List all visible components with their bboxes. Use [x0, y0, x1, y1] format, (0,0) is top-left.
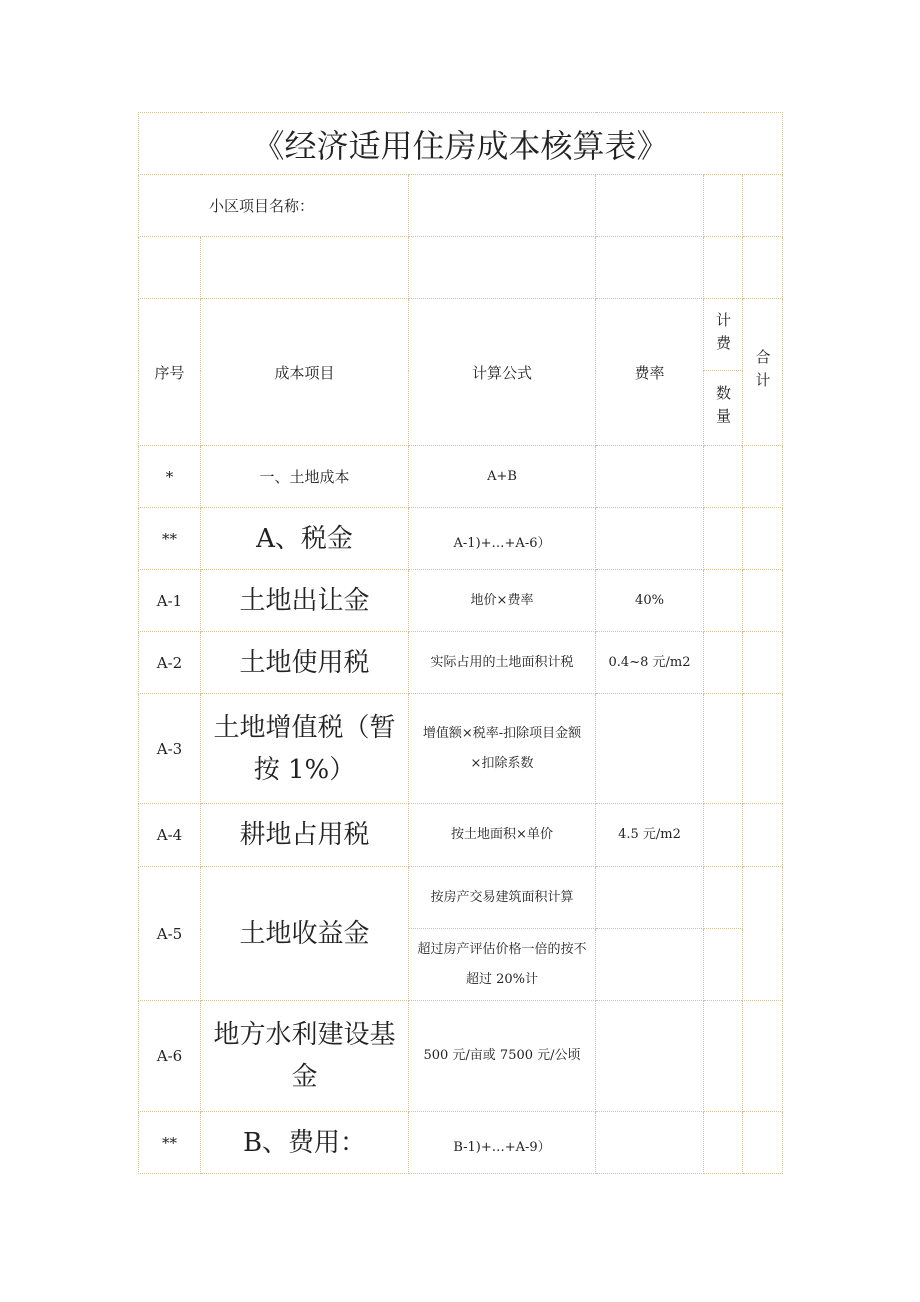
row-formula: 按土地面积×单价 [409, 804, 596, 867]
row-rate [596, 1112, 704, 1174]
row-rate [596, 867, 704, 929]
table-row [139, 1112, 783, 1174]
row-item: 地方水利建设基金 [201, 1001, 409, 1112]
row-rate: 0.4~8 元/m2 [596, 632, 704, 694]
table-row [139, 570, 783, 632]
row-formula: A+B [409, 446, 596, 508]
row-formula: 地价×费率 [409, 570, 596, 632]
header-formula: 计算公式 [409, 299, 596, 446]
row-formula: 500 元/亩或 7500 元/公顷 [409, 1001, 596, 1112]
row-rate [596, 1001, 704, 1112]
row-formula: B-1)+…+A-9） [409, 1112, 596, 1174]
row-rate [596, 694, 704, 804]
row-no: A-2 [139, 632, 201, 694]
table-row [139, 804, 783, 867]
row-rate [596, 508, 704, 570]
header-qty-top: 计费 [704, 299, 743, 371]
row-rate: 4.5 元/m2 [596, 804, 704, 867]
row-item: 土地收益金 [201, 867, 409, 1001]
row-formula: 增值额×税率-扣除项目金额×扣除系数 [409, 694, 596, 804]
row-no: A-4 [139, 804, 201, 867]
row-formula-2: 超过房产评估价格一倍的按不超过 20%计 [409, 929, 596, 1001]
row-no: A-3 [139, 694, 201, 804]
table-row [139, 1001, 783, 1112]
table-row [139, 632, 783, 694]
row-no: * [139, 446, 201, 508]
row-rate [596, 446, 704, 508]
table-row [139, 508, 783, 570]
table-row [139, 446, 783, 508]
row-no: ** [139, 1112, 201, 1174]
row-no: A-5 [139, 867, 201, 1001]
project-name-label: 小区项目名称： [139, 175, 409, 237]
header-rate: 费率 [596, 299, 704, 446]
row-item: 土地使用税 [201, 632, 409, 694]
row-no: A-1 [139, 570, 201, 632]
row-item: 一、土地成本 [201, 446, 409, 508]
row-item: 土地出让金 [201, 570, 409, 632]
row-formula: 按房产交易建筑面积计算 [409, 867, 596, 929]
table-row [139, 867, 783, 929]
header-no: 序号 [139, 299, 201, 446]
header-qty-bottom: 数量 [704, 371, 743, 446]
project-name-value[interactable] [409, 175, 596, 237]
row-item: 土地增值税（暂按 1%） [201, 694, 409, 804]
row-item: 耕地占用税 [201, 804, 409, 867]
header-item: 成本项目 [201, 299, 409, 446]
row-formula: A-1)+…+A-6） [409, 508, 596, 570]
header-total: 合计 [743, 299, 783, 446]
table-title: 《经济适用住房成本核算表》 [139, 113, 783, 175]
row-no: ** [139, 508, 201, 570]
row-item: A、税金 [201, 508, 409, 570]
table-row [139, 694, 783, 804]
cost-table [138, 112, 783, 1174]
row-formula: 实际占用的土地面积计税 [409, 632, 596, 694]
row-no: A-6 [139, 1001, 201, 1112]
row-item: B、费用： [201, 1112, 409, 1174]
row-rate: 40% [596, 570, 704, 632]
